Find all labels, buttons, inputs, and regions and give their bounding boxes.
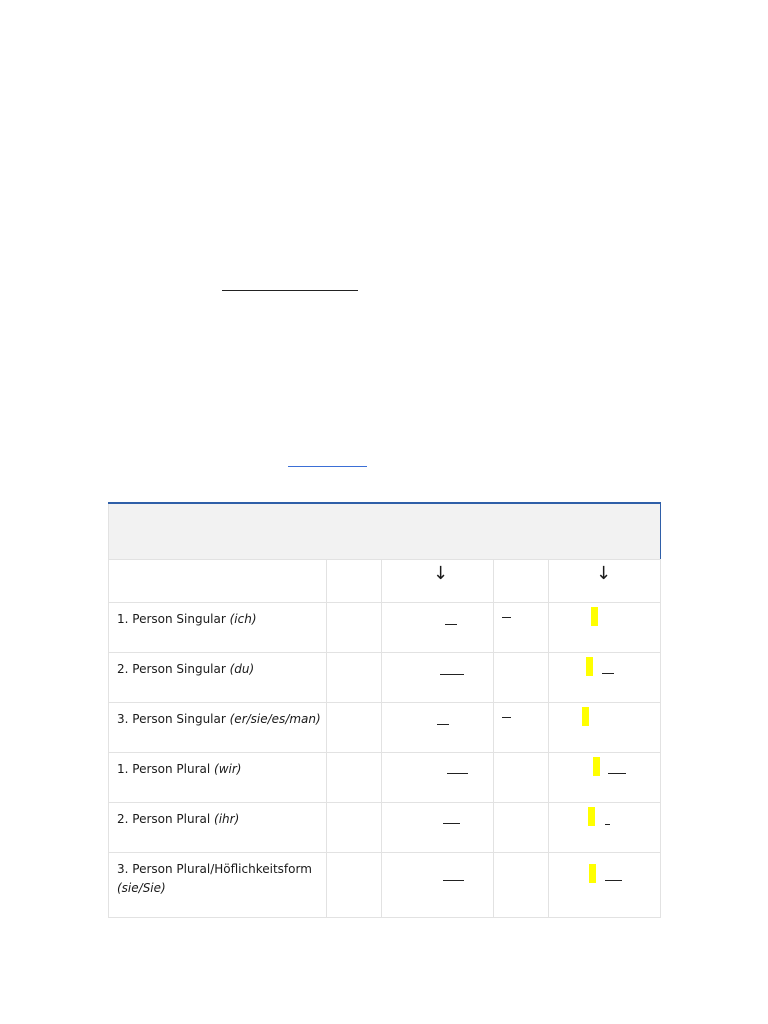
- answer-cell[interactable]: [549, 753, 661, 803]
- answer-cell[interactable]: [549, 653, 661, 703]
- answer-cell[interactable]: [549, 703, 661, 753]
- person-label: 3. Person Singular (er/sie/es/man): [109, 703, 327, 753]
- conjugation-table: [108, 502, 661, 918]
- answer-blank[interactable]: [382, 803, 494, 853]
- answer-blank[interactable]: [382, 603, 494, 653]
- table-row: [109, 603, 661, 653]
- down-arrow-icon: ↓: [433, 563, 449, 584]
- arrow-cell: [382, 560, 494, 603]
- answer-cell[interactable]: [549, 803, 661, 853]
- answer-blank[interactable]: [382, 853, 494, 918]
- down-arrow-icon: ↓: [596, 563, 612, 584]
- empty-cell: [109, 560, 327, 603]
- answer-blank[interactable]: [494, 703, 549, 753]
- answer-blank[interactable]: [382, 703, 494, 753]
- answer-blank[interactable]: [382, 653, 494, 703]
- table-row: [109, 853, 661, 918]
- person-label: 1. Person Plural (wir): [109, 753, 327, 803]
- table-header-cell: [109, 503, 661, 560]
- table-row: [109, 803, 661, 853]
- person-label: 2. Person Singular (du): [109, 653, 327, 703]
- empty-cell: [327, 560, 382, 603]
- answer-blank[interactable]: [494, 603, 549, 653]
- answer-blank[interactable]: [382, 753, 494, 803]
- arrow-cell: [549, 560, 661, 603]
- answer-cell[interactable]: [549, 853, 661, 918]
- person-label: 2. Person Plural (ihr): [109, 803, 327, 853]
- table-row: [109, 703, 661, 753]
- person-label: 1. Person Singular (ich): [109, 603, 327, 653]
- table-header-row: [109, 503, 661, 560]
- hyperlink-underline[interactable]: [288, 466, 367, 467]
- arrow-row: [109, 560, 661, 603]
- table-row: [109, 653, 661, 703]
- heading-underline: [222, 290, 358, 291]
- person-label: 3. Person Plural/Höflichkeitsform (sie/Sie): [109, 853, 327, 918]
- empty-cell: [494, 560, 549, 603]
- answer-cell[interactable]: [549, 603, 661, 653]
- table-row: [109, 753, 661, 803]
